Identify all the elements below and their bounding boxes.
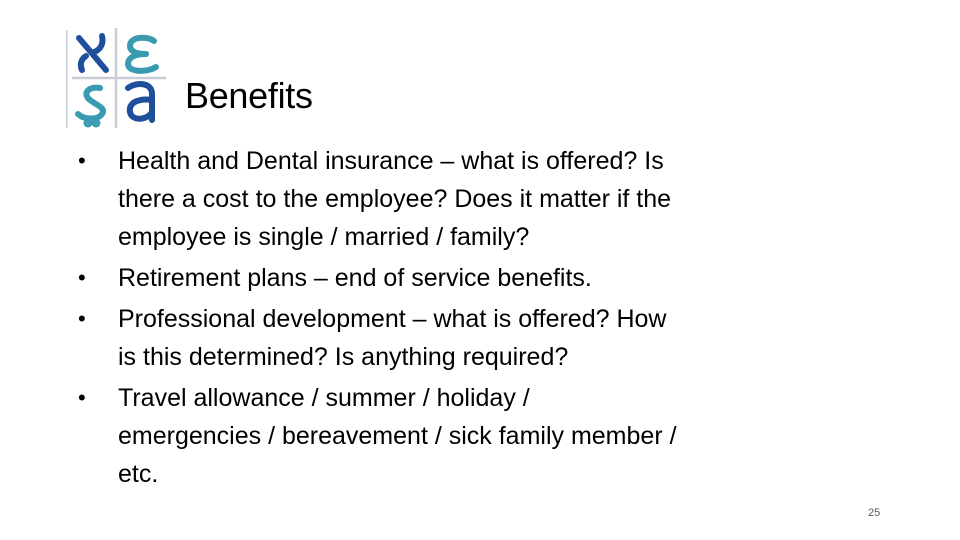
bullet-dot: • xyxy=(78,148,86,173)
bullet-dot: • xyxy=(78,306,86,331)
bullet-line: is this determined? Is anything required? xyxy=(118,343,569,371)
bullet-line: etc. xyxy=(118,460,159,488)
bullet-line: there a cost to the employee? Does it matter if the xyxy=(118,185,672,213)
bullet-line: Health and Dental insurance – what is offered? Is xyxy=(118,147,664,175)
bullet-list xyxy=(68,142,828,493)
nesa-logo-icon xyxy=(66,28,170,130)
bullet-dot: • xyxy=(78,265,86,290)
bullet-line: employee is single / married / family? xyxy=(118,223,530,251)
bullet-line: Retirement plans – end of service benefits. xyxy=(118,264,592,292)
bullet-dot: • xyxy=(78,385,86,410)
bullet-item xyxy=(68,379,828,493)
bullet-item xyxy=(68,300,828,376)
slide-title: Benefits xyxy=(185,75,313,116)
page-number: 25 xyxy=(868,507,881,519)
bullet-line: Professional development – what is offered? How xyxy=(118,305,667,333)
bullet-line: Travel allowance / summer / holiday / xyxy=(118,384,530,412)
bullet-item xyxy=(68,259,828,297)
bullet-line: emergencies / bereavement / sick family member / xyxy=(118,422,677,450)
bullet-item xyxy=(68,142,828,256)
